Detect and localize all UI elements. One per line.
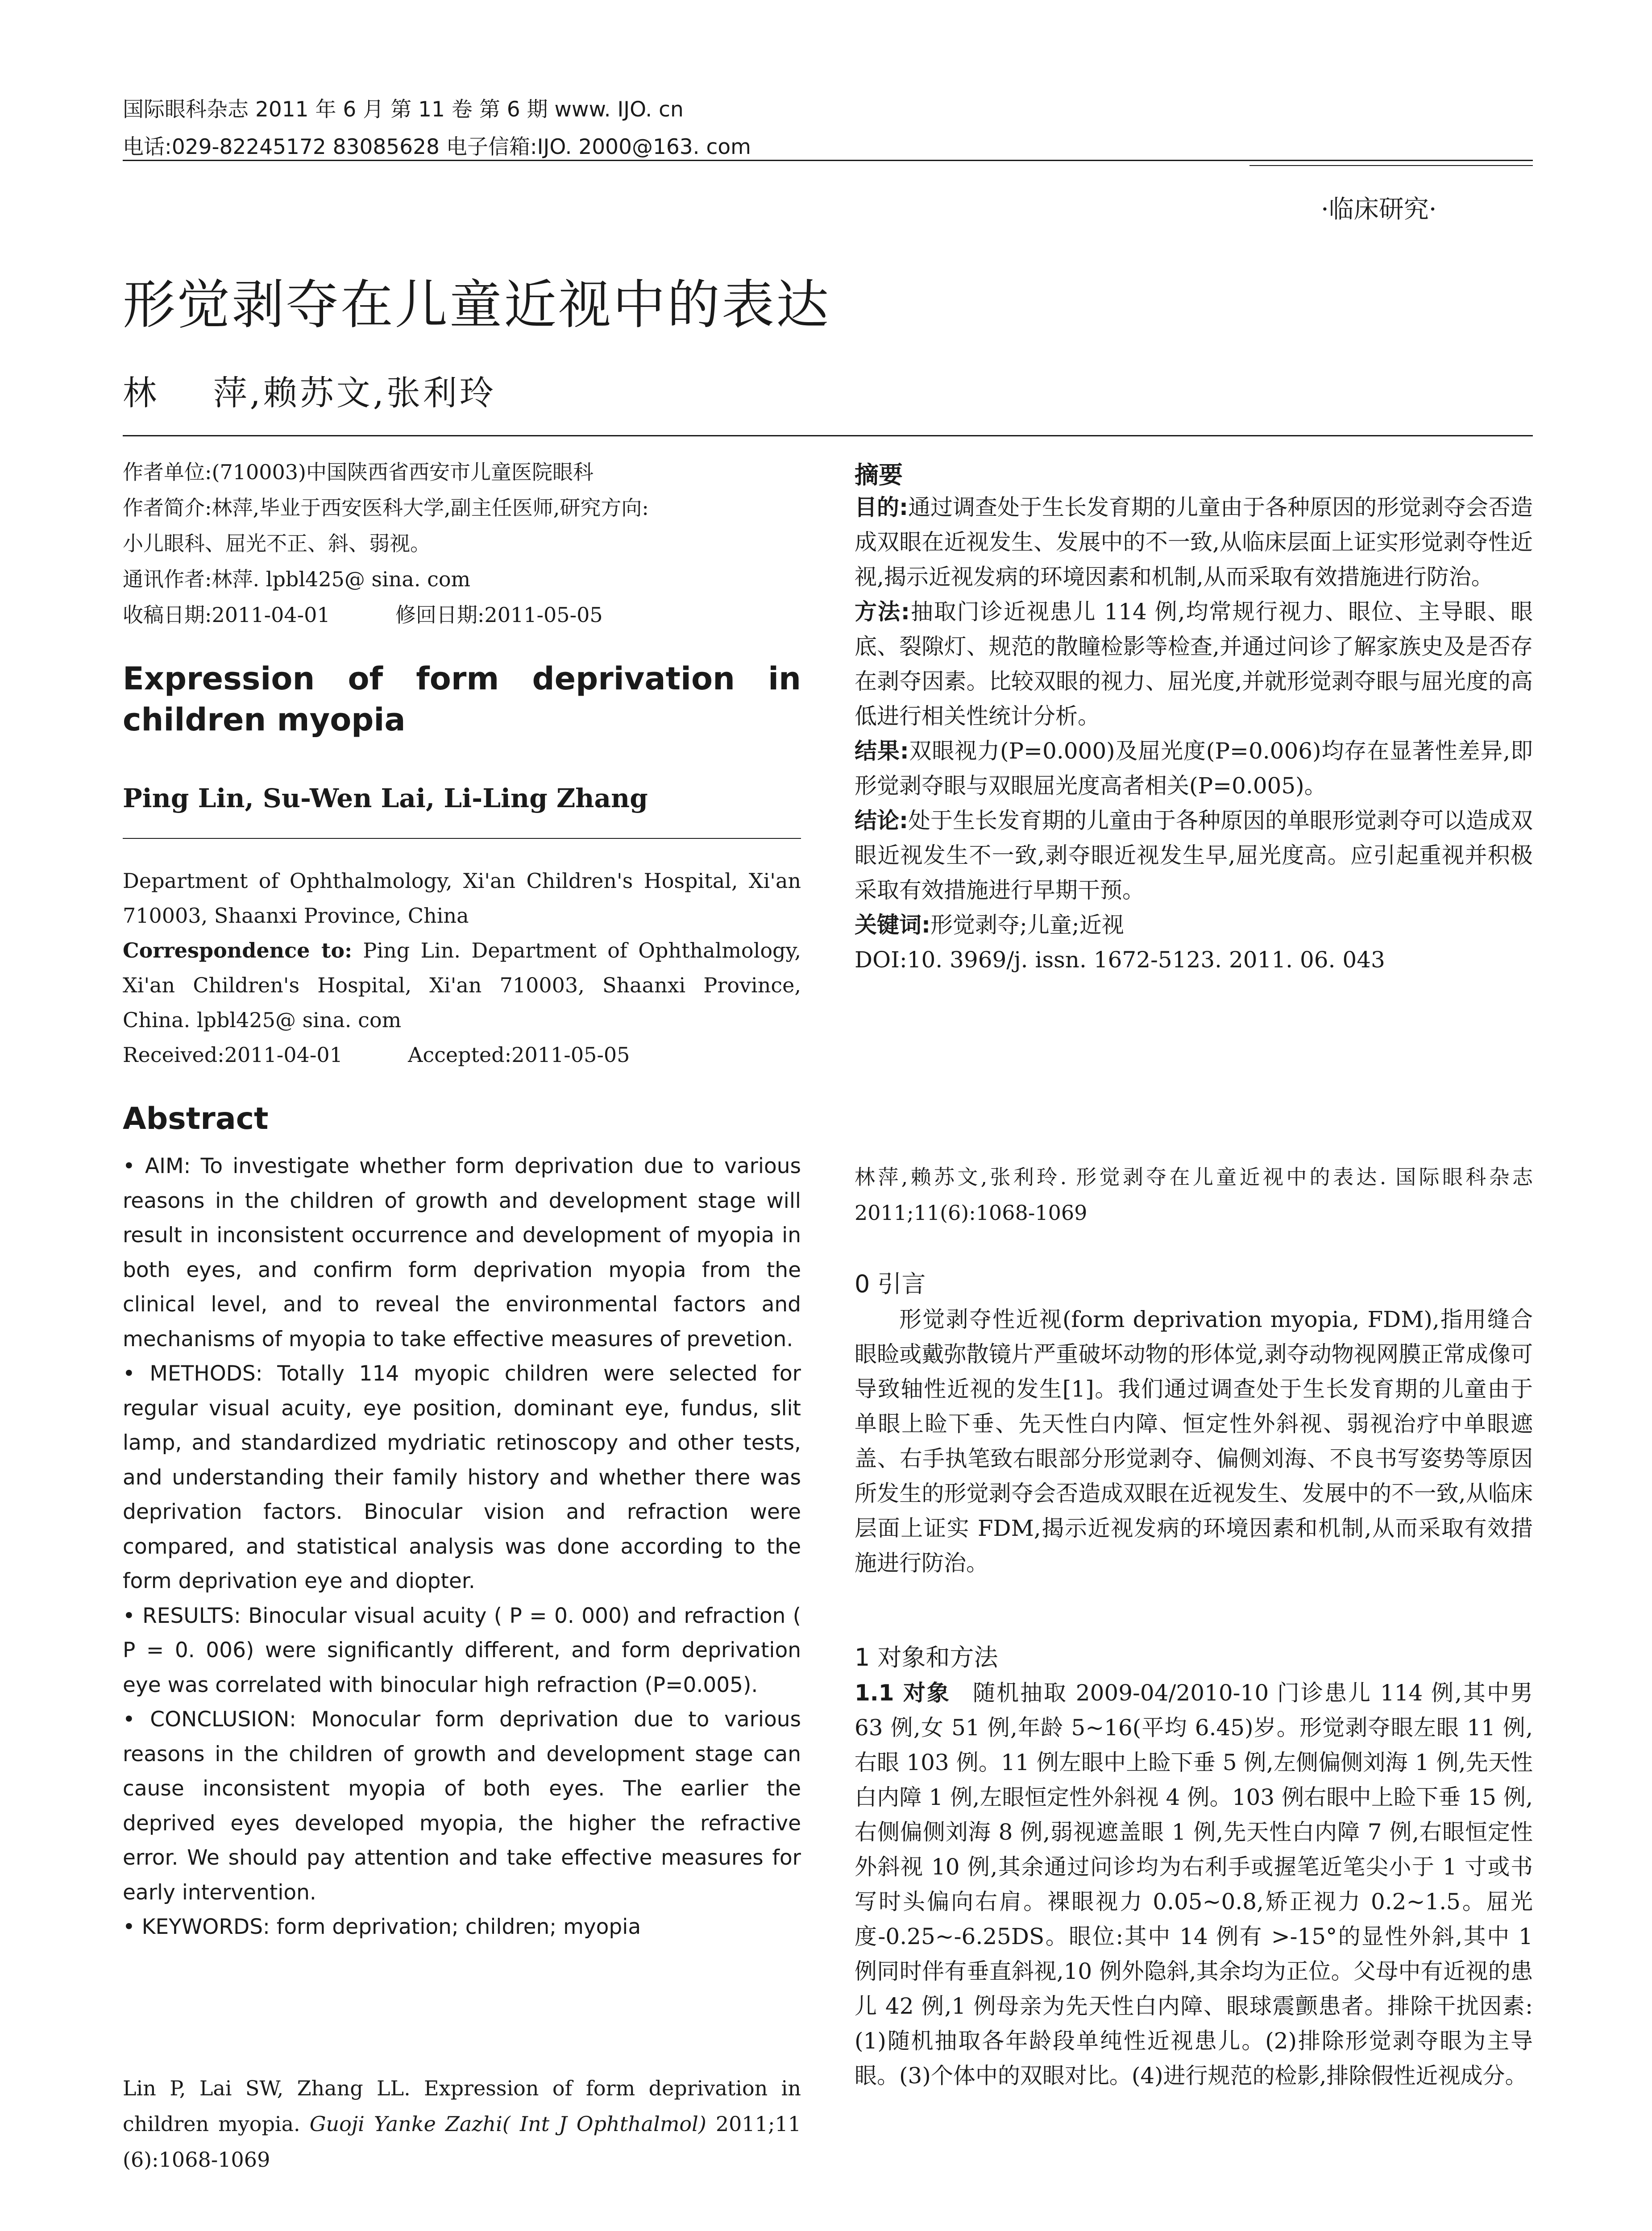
citation-en-suffix: 2011;11 (6):1068-1069 <box>123 2112 801 2172</box>
methods-label: 方法: <box>855 599 910 625</box>
citation-en <box>123 2070 801 2177</box>
received-dates-cn: 收稿日期:2011-04-01 修回日期:2011-05-05 <box>123 603 603 627</box>
methods-heading: 1 对象和方法 <box>855 1643 998 1671</box>
conclusion-text: 处于生长发育期的儿童由于各种原因的单眼形觉剥夺可以造成双眼近视发生不一致,剥夺眼近视发生早,屈光度高。应引起重视并积极采取有效措施进行早期干预。 <box>855 808 1533 903</box>
keywords-label: 关键词: <box>855 912 930 938</box>
authors-cn: 林 萍,赖苏文,张利玲 <box>123 373 496 413</box>
methods-text: 抽取门诊近视患儿 114 例,均常规行视力、眼位、主导眼、眼底、裂隙灯、规范的散瞳检影等检查,并通过问诊了解家族史及是否存在剥夺因素。比较双眼的视力、屈光度,并就形觉剥夺眼与屈光度的高低进行相关性统计分析。 <box>855 599 1533 729</box>
header-rule <box>123 160 1533 161</box>
aim-text: 通过调查处于生长发育期的儿童由于各种原因的形觉剥夺会否造成双眼在近视发生、发展中的不一致,从临床层面上证实形觉剥夺性近视,揭示近视发病的环境因素和机制,从而采取有效措施进行防治。 <box>855 494 1533 590</box>
journal-header-line1: 国际眼科杂志 2011 年 6 月 第 11 卷 第 6 期 www. IJO. cn <box>123 97 684 122</box>
abstract-heading: Abstract <box>123 1101 269 1136</box>
correspondence-text: Ping Lin. Department of Ophthalmology, Xi'an Children's Hospital, Xi'an 710003, Shaanxi Province, China. lpbl425@ sina. com <box>123 938 801 1032</box>
conclusion-label: 结论: <box>855 808 908 834</box>
abstract-conclusion: • CONCLUSION: Monocular form deprivation due to various reasons in the children of growth and development stage can cause inconsistent myopia of both eyes. The earlier the deprived eyes developed myopia, the higher the refractive error. We should pay attention and take effective measures for early intervention. <box>123 1707 801 1905</box>
methods-section <box>855 1640 1533 1675</box>
doi: DOI:10. 3969/j. issn. 1672-5123. 2011. 06. 043 <box>855 947 1385 973</box>
abstract-cn-results <box>855 734 1533 803</box>
authors-en: Ping Lin, Su-Wen Lai, Li-Ling Zhang <box>123 783 648 813</box>
abstract-en <box>123 1149 801 1945</box>
affiliation-line2: 710003, Shaanxi Province, China <box>123 904 469 928</box>
correspondence-en <box>123 933 801 1037</box>
article-title: 形觉剥夺在儿童近视中的表达 <box>123 274 831 336</box>
journal-header-line2: 电话:029-82245172 83085628 电子信箱:IJO. 2000@163. com <box>123 135 751 159</box>
affiliation-line1: Department of Ophthalmology, Xi'an Children's Hospital, Xi'an <box>123 869 801 893</box>
section-tag: ·临床研究· <box>1321 195 1437 224</box>
aim-label: 目的: <box>855 494 908 520</box>
abstract-results: • RESULTS: Binocular visual acuity ( P = 0. 000) and refraction ( P = 0. 006) were significantly different, and form deprivation eye was correlated with binocular high refraction (P=0.005). <box>123 1603 801 1697</box>
subsection-text: 随机抽取 2009-04/2010-10 门诊患儿 114 例,其中男 63 例,女 51 例,年龄 5~16(平均 6.45)岁。形觉剥夺眼左眼 11 例,右眼 103 例。11 例左眼中上睑下垂 5 例,左侧偏侧刘海 1 例,先天性白内障 1 例,左眼恒定性外斜视 4 例。103 例右眼中上睑下垂 15 例,右侧偏侧刘海 8 例,弱视遮盖眼 1 例,先天性白内障 7 例,右眼恒定性外斜视 10 例,其余通过问诊均为右利手或握笔近笔尖小于 1 寸或书写时头偏向右肩。裸眼视力 0.05~0.8,矫正视力 0.2~1.5。屈光度-0.25~-6.25DS。眼位:其中 14 例有 >-15°的显性外斜,其中 1 例同时伴有垂直斜视,10 例外隐斜,其余均为正位。父母中有近视的患儿 42 例,1 例母亲为先天性白内障、眼球震颤患者。排除干扰因素:(1)随机抽取各年龄段单纯性近视患儿。(2)排除形觉剥夺眼为主导眼。(3)个体中的双眼对比。(4)进行规范的检影,排除假性近视成分。 <box>855 1680 1533 2089</box>
author-bio: 作者简介:林萍,毕业于西安医科大学,副主任医师,研究方向: <box>123 496 649 520</box>
affiliation-en <box>123 863 801 1072</box>
intro-heading: 0 引言 <box>855 1270 926 1298</box>
citation-cn <box>855 1159 1533 1231</box>
abstract-aim: • AIM: To investigate whether form deprivation due to various reasons in the children of growth and development stage will result in inconsistent occurrence and development of myopia in both eyes, and confirm form deprivation myopia from the clinical level, and to reveal the environmental factors and mechanisms of myopia to take effective measures of prevetion. <box>123 1154 801 1352</box>
authors-en-rule <box>123 838 801 839</box>
corresponding-author: 通讯作者:林萍. lpbl425@ sina. com <box>123 567 471 591</box>
subsection-label: 1.1 对象 <box>855 1680 951 1706</box>
abstract-cn-methods <box>855 594 1533 734</box>
author-bio-cont: 小儿眼科、屈光不正、斜、弱视。 <box>123 531 431 556</box>
author-info-cn <box>123 454 801 633</box>
intro-body <box>855 1302 1533 1580</box>
received-en: Received:2011-04-01 Accepted:2011-05-05 <box>123 1043 630 1067</box>
abstract-cn-aim <box>855 490 1533 594</box>
abstract-cn-conclusion <box>855 803 1533 908</box>
citation-en-prefix: Lin P, Lai SW, Zhang LL. Expression of form deprivation in children myopia. <box>123 2076 801 2136</box>
correspondence-label: Correspondence to: <box>123 938 353 962</box>
subsection-body <box>855 1675 1533 2093</box>
abstract-cn <box>855 490 1533 977</box>
results-text: 双眼视力(P=0.000)及屈光度(P=0.006)均存在显著性差异,即形觉剥夺眼与双眼屈光度高者相关(P=0.005)。 <box>855 738 1533 799</box>
title-rule <box>123 435 1533 436</box>
keywords-text: 形觉剥夺;儿童;近视 <box>930 912 1124 938</box>
abstract-keywords: • KEYWORDS: form deprivation; children; myopia <box>123 1915 641 1939</box>
abstract-cn-keywords <box>855 908 1533 942</box>
intro-text: 形觉剥夺性近视(form deprivation myopia, FDM),指用缝合眼睑或戴弥散镜片严重破坏动物的形体觉,剥夺动物视网膜正常成像可导致轴性近视的发生[1]。我们通过调查处于生长发育期的儿童由于单眼上睑下垂、先天性白内障、恒定性外斜视、弱视治疗中单眼遮盖、右手执笔致右眼部分形觉剥夺、偏侧刘海、不良书写姿势等原因所发生的形觉剥夺会否造成双眼在近视发生、发展中的不一致,从临床层面上证实 FDM,揭示近视发病的环境因素和机制,从而采取有效措施进行防治。 <box>855 1306 1533 1576</box>
citation-cn-text: 林萍,赖苏文,张利玲. 形觉剥夺在儿童近视中的表达. 国际眼科杂志 2011;11(6):1068-1069 <box>855 1165 1533 1225</box>
citation-en-journal: Guoji Yanke Zazhi( Int J Ophthalmol) <box>309 2112 706 2136</box>
results-label: 结果: <box>855 738 909 764</box>
abstract-cn-heading: 摘要 <box>855 461 903 489</box>
abstract-methods: • METHODS: Totally 114 myopic children were selected for regular visual acuity, eye position, dominant eye, fundus, slit lamp, and standardized mydriatic retinoscopy and other tests, and understanding their family history and whether there was deprivation factors. Binocular vision and refraction were compared, and statistical analysis was done according to the form deprivation eye and diopter. <box>123 1361 801 1593</box>
header-rule-short <box>1249 165 1533 166</box>
intro-section <box>855 1266 1533 1302</box>
author-unit: 作者单位:(710003)中国陕西省西安市儿童医院眼科 <box>123 460 594 484</box>
title-en: Expression of form deprivation in children myopia <box>123 660 801 738</box>
